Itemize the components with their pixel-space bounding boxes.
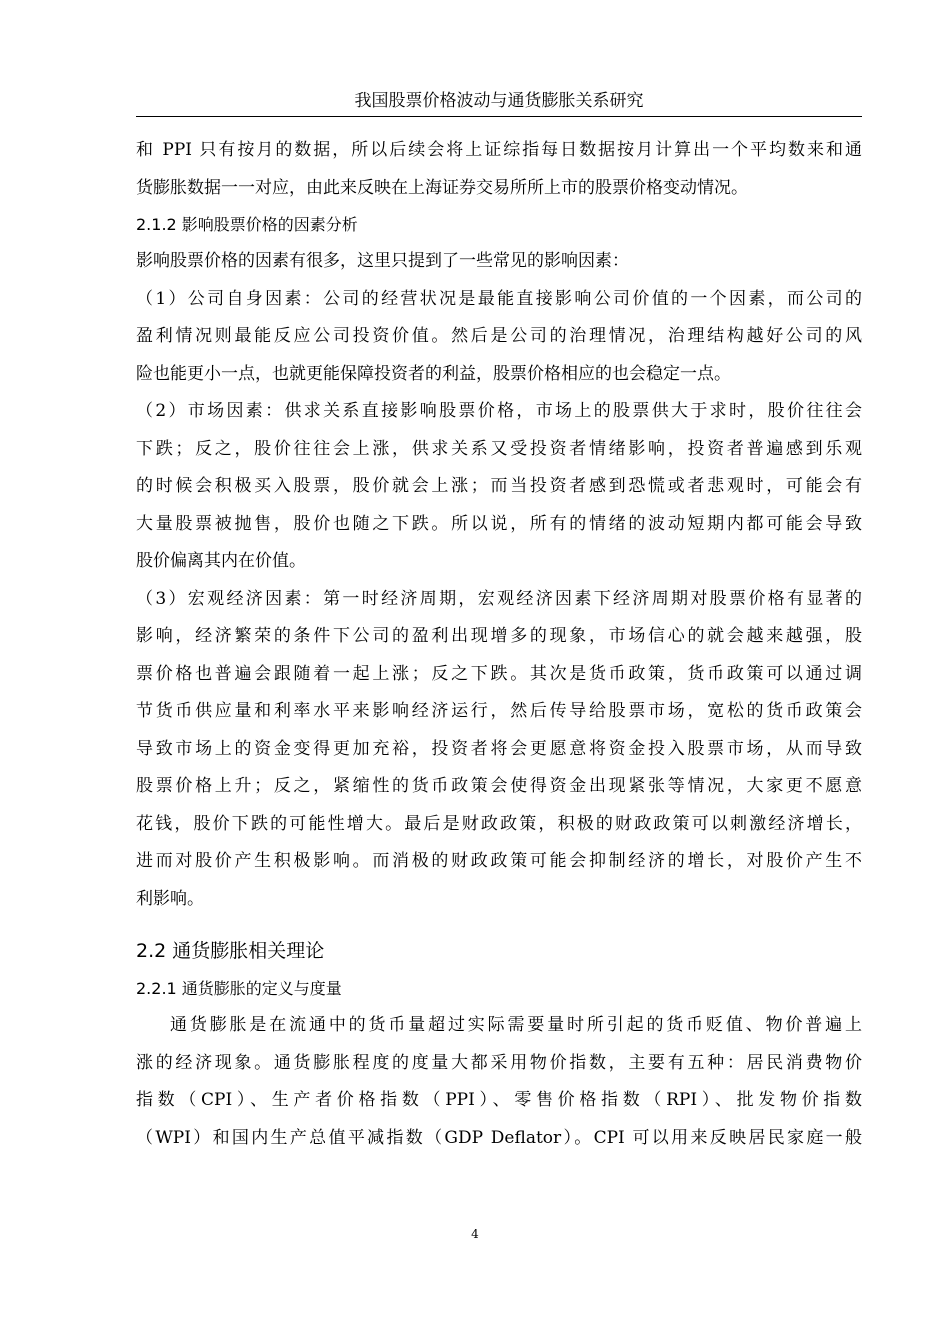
body-line: 影响股票价格的因素有很多，这里只提到了一些常见的影响因素： (136, 251, 629, 271)
factor-3-line: 导致市场上的资金变得更加充裕，投资者将会更愿意将资金投入股票市场，从而导致 (136, 738, 862, 759)
body-line: 和 PPI 只有按月的数据，所以后续会将上证综指每日数据按月计算出一个平均数来和通 (136, 140, 862, 160)
page-number: 4 (471, 1227, 479, 1241)
header-rule (136, 116, 862, 117)
factor-3-line: 利影响。 (136, 888, 204, 909)
factor-3-line: 影响，经济繁荣的条件下公司的盈利出现增多的现象，市场信心的就会越来越强，股 (136, 626, 862, 646)
factor-1-line: 盈利情况则最能反应公司投资价值。然后是公司的治理情况，治理结构越好公司的风 (136, 326, 862, 346)
factor-2-line: （2）市场因素：供求关系直接影响股票价格，市场上的股票供大于求时，股价往往会 (136, 401, 862, 421)
section-heading-2-1-2: 2.1.2 影响股票价格的因素分析 (136, 215, 358, 234)
factor-3-line: 进而对股价产生积极影响。而消极的财政政策可能会抑制经济的增长，对股价产生不 (136, 851, 862, 871)
factor-3-line: （3）宏观经济因素：第一时经济周期，宏观经济因素下经济周期对股票价格有显著的 (136, 588, 862, 609)
section-heading-2-2: 2.2 通货膨胀相关理论 (136, 940, 325, 962)
factor-3-line: 节货币供应量和利率水平来影响经济运行，然后传导给股票市场，宽松的货币政策会 (136, 701, 862, 721)
factor-1-line: （1）公司自身因素：公司的经营状况是最能直接影响公司价值的一个因素，而公司的 (136, 288, 862, 309)
document-body (136, 132, 862, 1157)
factor-3-line: 票价格也普遍会跟随着一起上涨；反之下跌。其次是货币政策，货币政策可以通过调 (136, 663, 862, 684)
inflation-line: 指数（CPI）、生产者价格指数（PPI）、零售价格指数（RPI）、批发物价指数 (136, 1090, 862, 1110)
body-line: 货膨胀数据一一对应，由此来反映在上海证券交易所所上市的股票价格变动情况。 (136, 177, 748, 198)
factor-3-line: 股票价格上升；反之，紧缩性的货币政策会使得资金出现紧张等情况，大家更不愿意 (136, 776, 862, 796)
factor-2-line: 下跌；反之，股价往往会上涨，供求关系又受投资者情绪影响，投资者普遍感到乐观 (136, 438, 862, 459)
factor-3-line: 花钱，股价下跌的可能性增大。最后是财政政策，积极的财政政策可以刺激经济增长， (136, 813, 862, 834)
factor-1-line: 险也能更小一点，也就更能保障投资者的利益，股票价格相应的也会稳定一点。 (136, 363, 731, 384)
inflation-line: 涨的经济现象。通货膨胀程度的度量大都采用物价指数，主要有五种：居民消费物价 (136, 1052, 862, 1073)
inflation-line: 通货膨胀是在流通中的货币量超过实际需要量时所引起的货币贬值、物价普遍上 (170, 1015, 862, 1035)
running-header: 我国股票价格波动与通货膨胀关系研究 (354, 91, 644, 111)
factor-2-line: 大量股票被抛售，股价也随之下跌。所以说，所有的情绪的波动短期内都可能会导致 (136, 513, 862, 534)
factor-2-line: 的时候会积极买入股票，股价就会上涨；而当投资者感到恐慌或者悲观时，可能会有 (136, 476, 862, 496)
section-heading-2-2-1: 2.2.1 通货膨胀的定义与度量 (136, 979, 342, 998)
factor-2-line: 股价偏离其内在价值。 (136, 551, 306, 571)
inflation-line: （WPI）和国内生产总值平减指数（GDP Deflator）。CPI 可以用来反映居民家庭一般 (136, 1127, 862, 1148)
